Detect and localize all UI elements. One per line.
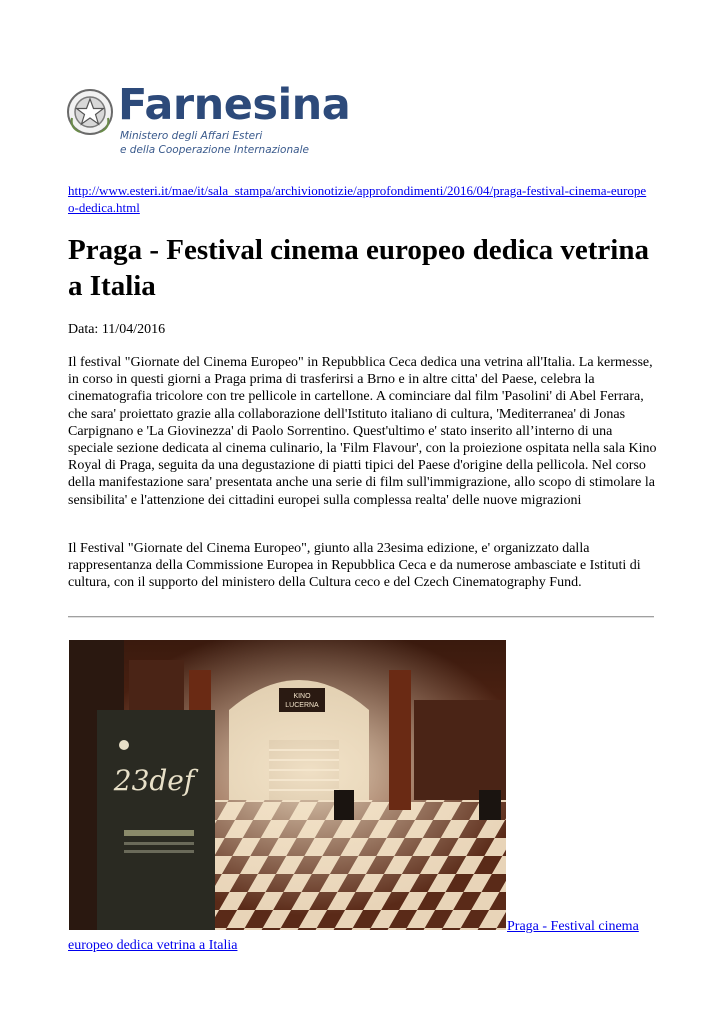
- svg-text:LUCERNA: LUCERNA: [285, 702, 319, 709]
- article-title: Praga - Festival cinema europeo dedica vetrina a Italia: [68, 234, 649, 302]
- article-date: Data: 11/04/2016: [68, 322, 166, 337]
- svg-text:23def: 23def: [113, 764, 195, 797]
- article-paragraph: Il festival "Giornate del Cinema Europeo" in Repubblica Ceca dedica una vetrina all'Italia. La kermesse, in corso in questi giorni a Praga prima di trasferirsi a Brno e in altre citta' del Paese, celebra la cinematografia tricolore con tre pellicole in cartellone. A cominciare dal film 'Pasolini' di Abel Ferrara, che sara' proiettato grazie alla collaborazione dell'Istituto italiano di cultura, 'Mediterranea' di Jonas Carpignano e 'La Giovinezza' di Paolo Sorrentino. Quest'ultimo e' stato inserito all’interno di una speciale sezione dedicata al cinema culinario, la 'Film Flavour', con la proiezione ospitata nella sala Kino Royal di Praga, seguita da una degustazione di piatti tipici del Paese d'origine della pellicola. Nel corso della manifestazione sara' presentata anche una serie di film sull'immigrazione, allo scopo di stimolare la sensibilita' e l'attenzione dei cittadini europei sulla complessa realta' delle nuove migrazioni: [68, 355, 657, 508]
- photo-caption-link[interactable]: Praga - Festival cinema europeo dedica vetrina a Italia: [68, 919, 639, 953]
- cinema-lobby-photo[interactable]: [69, 640, 506, 930]
- svg-text:KINO: KINO: [293, 693, 311, 700]
- farnesina-logo: [66, 80, 356, 166]
- article-paragraph: Il Festival "Giornate del Cinema Europeo", giunto alla 23esima edizione, e' organizzato dalla rappresentanza della Commissione Europea in Repubblica Ceca e da numerose ambasciate e Istituti di cultura, con il supporto del ministero della Cultura ceco e del Czech Cinematography Fund.: [68, 541, 641, 591]
- italian-republic-emblem-icon: [66, 88, 114, 136]
- source-link[interactable]: http://www.esteri.it/mae/it/sala_stampa/archivionotizie/approfondimenti/2016/04/praga-festival-cinema-europeo-dedica.html: [68, 183, 647, 215]
- logo-subtitle-line1: Ministero degli Affari Esteri: [120, 130, 263, 142]
- logo-wordmark: Farnesina: [118, 80, 351, 130]
- logo-subtitle-line2: e della Cooperazione Internazionale: [120, 144, 309, 156]
- horizontal-divider: [68, 616, 654, 618]
